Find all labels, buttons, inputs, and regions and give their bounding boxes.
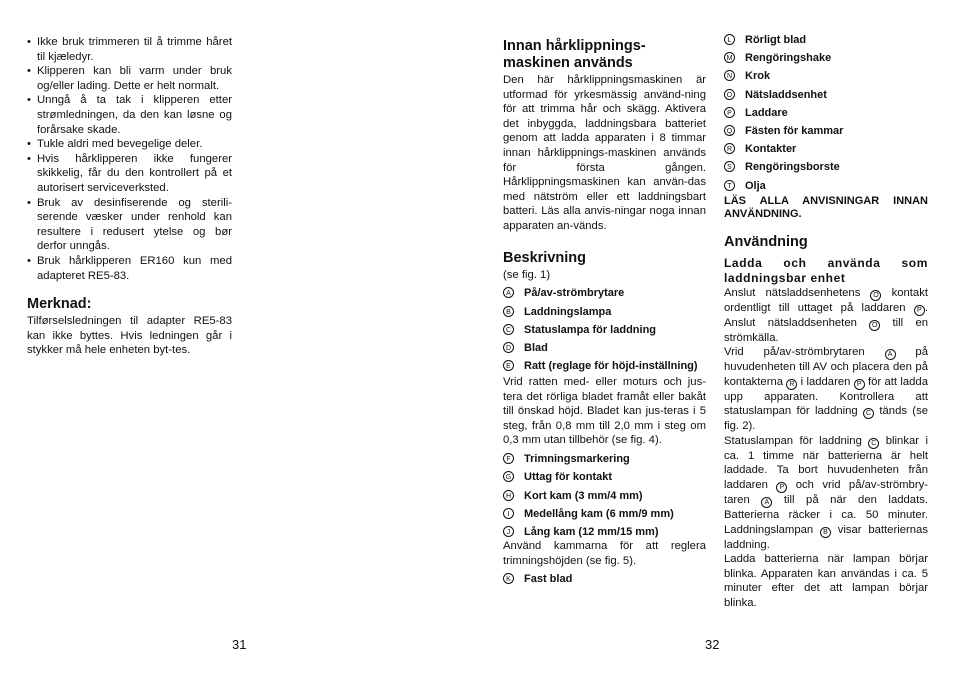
letter-marker: B xyxy=(503,306,514,317)
letter-marker: M xyxy=(724,52,735,63)
letter-marker: N xyxy=(724,70,735,81)
letter-marker: G xyxy=(503,471,514,482)
letter-marker: J xyxy=(503,526,514,537)
ratt-text: Vrid ratten med- eller moturs och jus-tera det rörliga bladet framåt eller bakåt till önskad höjd. Bladet kan jus-teras i 5 steg, från 0,8 mm till 2,0 mm i steg om 0,3 mm utan tillbehör (se fig. 4). xyxy=(503,376,706,447)
part-label: Laddare xyxy=(745,106,788,119)
list-item xyxy=(724,88,928,102)
part-label: Rörligt blad xyxy=(745,34,807,46)
list-item xyxy=(503,525,706,539)
letter-marker: K xyxy=(503,573,514,584)
letter-marker: P xyxy=(776,482,787,493)
anvandning-subheading: Ladda och använda som laddningsbar enhet xyxy=(724,255,928,285)
part-label: Rengöringshake xyxy=(745,52,832,65)
beskrivning-heading: Beskrivning xyxy=(503,249,586,266)
part-label: Statuslampa för laddning xyxy=(524,323,657,336)
letter-marker: E xyxy=(503,360,514,371)
left-page-column xyxy=(27,35,232,358)
merknad-heading: Merknad: xyxy=(27,296,92,313)
usage-paragraph-4: Ladda batterierna när lampan börjar blinka. Apparaten kan användas i ca. 5 minuter efter det att lampan börjar blinka. xyxy=(724,553,928,610)
part-label: Nätsladdsenhet xyxy=(745,88,827,101)
part-label: Trimningsmarkering xyxy=(524,453,630,466)
letter-marker: I xyxy=(503,508,514,519)
part-label: På/av-strömbrytare xyxy=(524,287,625,300)
list-item xyxy=(503,470,706,484)
letter-marker: B xyxy=(820,527,831,538)
letter-marker: O xyxy=(724,89,735,100)
letter-marker: A xyxy=(885,349,896,360)
list-item xyxy=(503,341,706,355)
read-instructions-warning: LÄS ALLA ANVISNINGAR INNAN ANVÄNDNING. xyxy=(724,194,928,220)
part-label: Olja xyxy=(745,179,766,192)
letter-marker: S xyxy=(724,161,735,172)
list-item xyxy=(503,507,706,521)
part-label: Ratt (reglage för höjd-inställning) xyxy=(524,360,698,373)
letter-marker: R xyxy=(786,379,797,390)
letter-marker: P xyxy=(724,107,735,118)
beskrivning-subtitle: (se fig. 1) xyxy=(503,268,551,281)
letter-marker: Q xyxy=(724,125,735,136)
list-item xyxy=(503,489,706,503)
anvandning-heading: Användning xyxy=(724,233,808,250)
list-item xyxy=(503,305,706,319)
letter-marker: P xyxy=(854,379,865,390)
merknad-text: Tilførselsledningen til adapter RE5-83 kan ikke byttes. Hvis ledningen går i stykker må hele enheten byt-tes. xyxy=(27,315,232,357)
intro-heading: Innan hårklippnings-maskinen används xyxy=(503,38,646,71)
list-item xyxy=(503,359,706,373)
list-item xyxy=(503,323,706,337)
usage-paragraph-1: Anslut nätsladdsenhetens O kontakt ordentligt till uttaget på laddaren P . Anslut nätsladdsenheten O till en strömkälla. xyxy=(724,286,929,344)
list-item xyxy=(503,572,706,586)
part-label: Laddningslampa xyxy=(524,305,612,318)
list-item xyxy=(724,51,928,65)
part-label: Kontakter xyxy=(745,143,797,156)
list-item xyxy=(724,142,928,156)
parts-list-b xyxy=(503,452,706,539)
part-label: Kort kam (3 mm/4 mm) xyxy=(524,489,643,502)
part-label: Lång kam (12 mm/15 mm) xyxy=(524,525,659,538)
list-item: • Bruk av desinfiserende og sterili-serende væsker under renhold kan resultere i redusert ytelse og bør derfor unngås. xyxy=(27,196,232,254)
list-item xyxy=(503,452,706,466)
list-item: • Ikke bruk trimmeren til å trimme håret til kjæledyr. xyxy=(27,35,232,64)
kam-text: Använd kammarna för att reglera trimningshöjden (se fig. 5). xyxy=(503,539,706,567)
usage-paragraph-2: Vrid på/av-strömbrytaren A på huvudenheten till AV och placera den på kontakterna R i laddaren P för att ladda upp apparaten. Kontrollera att statuslampan för laddning C tänds (se fig. 2). xyxy=(724,346,929,433)
list-item xyxy=(724,33,928,47)
usage-paragraph-3: Statuslampan för laddning C blinkar i ca. 1 timme när batterierna är helt laddade. Ta bort huvudenheten från laddaren P och vrid på/av-strömbry-taren A till på när den laddats. Batterierna räcker i ca. 50 minuter. Laddningslampan B visar batteriernas laddning. xyxy=(724,434,929,551)
part-label: Uttag för kontakt xyxy=(524,471,612,484)
list-item xyxy=(503,286,706,300)
page-number-left: 31 xyxy=(232,637,247,652)
list-item: • Tukle aldri med bevegelige deler. xyxy=(27,137,232,152)
part-label: Fast blad xyxy=(524,573,573,586)
letter-marker: H xyxy=(503,490,514,501)
letter-marker: F xyxy=(503,453,514,464)
letter-marker: R xyxy=(724,143,735,154)
list-item: • Unngå å ta tak i klipperen etter strømledningen, da den kan løsne og forårsake skade. xyxy=(27,93,232,137)
parts-list-c-start xyxy=(503,572,706,586)
letter-marker: P xyxy=(914,305,925,316)
letter-marker: C xyxy=(503,324,514,335)
letter-marker: O xyxy=(869,320,880,331)
list-item xyxy=(724,179,928,193)
list-item xyxy=(724,160,928,174)
letter-marker: O xyxy=(870,290,881,301)
letter-marker: C xyxy=(868,438,879,449)
page-number-right: 32 xyxy=(705,637,720,652)
letter-marker: C xyxy=(863,408,874,419)
part-label: Medellång kam (6 mm/9 mm) xyxy=(524,507,674,520)
part-label: Rengöringsborste xyxy=(745,161,840,174)
letter-marker: L xyxy=(724,34,735,45)
list-item xyxy=(724,124,928,138)
part-label: Krok xyxy=(745,70,771,83)
parts-list-c-rest xyxy=(724,33,928,193)
intro-text: Den här hårklippningsmaskinen är utformad för yrkesmässig använd-ning för att trimma hår och skägg. Aktivera det inbyggda, laddningsbara batteriet genom att ladda apparaten i 8 timmar innan hårklippnings-maskinen används för första gången. Hårklippningsmaskinen kan använ-das med nätström eller ett laddningsbart batteri. Läs alla anvis-ningar noga innan apparaten an-vänds. xyxy=(503,74,706,232)
list-item: • Hvis hårklipperen ikke fungerer skikkelig, får du den kontrollert på et autorisert serviceverksted. xyxy=(27,152,232,196)
part-label: Blad xyxy=(524,341,548,354)
right-page-column-2 xyxy=(724,31,928,611)
letter-marker: T xyxy=(724,180,735,191)
letter-marker: A xyxy=(761,497,772,508)
list-item: • Klipperen kan bli varm under bruk og/eller lading. Dette er helt normalt. xyxy=(27,64,232,93)
parts-list-a xyxy=(503,286,706,373)
safety-bullet-list xyxy=(27,35,232,283)
list-item xyxy=(724,69,928,83)
list-item: • Bruk hårklipperen ER160 kun med adapteret RE5-83. xyxy=(27,254,232,283)
part-label: Fästen för kammar xyxy=(745,124,844,137)
list-item xyxy=(724,106,928,120)
right-page-column-1 xyxy=(503,35,706,586)
letter-marker: A xyxy=(503,287,514,298)
letter-marker: D xyxy=(503,342,514,353)
